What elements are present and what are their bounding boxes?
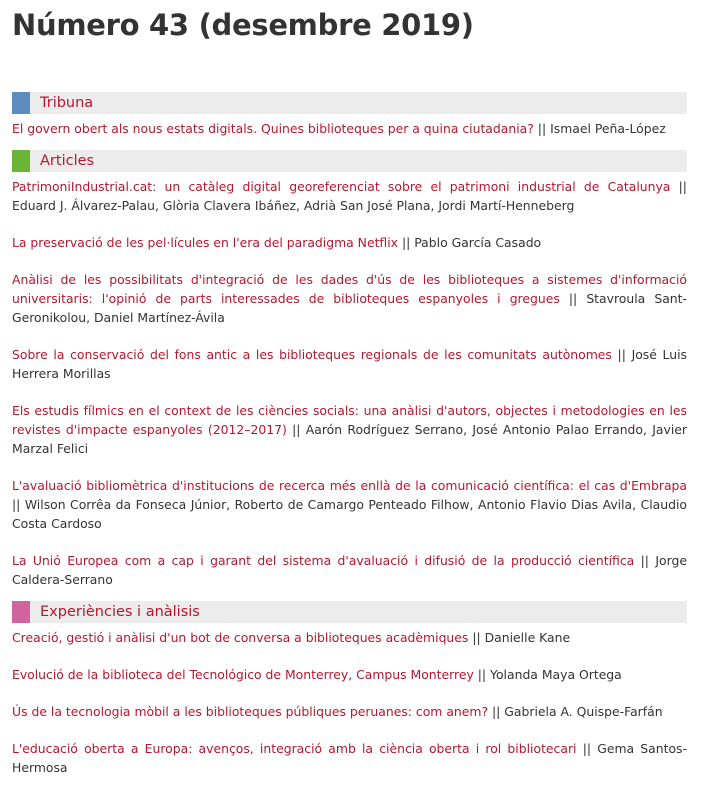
article-authors: Pablo García Casado [414, 235, 542, 250]
article-title-link[interactable]: La preservació de les pel·lícules en l'era del paradigma Netflix [12, 235, 399, 250]
article-title-link[interactable]: Ús de la tecnologia mòbil a les biblioteques públiques peruanes: com anem? [12, 704, 489, 719]
section-color-marker [12, 601, 30, 623]
article-authors: Danielle Kane [484, 630, 571, 645]
article-entry [12, 665, 687, 684]
article-title-link[interactable]: PatrimoniIndustrial.cat: un catàleg digital georeferenciat sobre el patrimoni industrial de Catalunya [12, 179, 671, 194]
separator: || [401, 235, 415, 250]
article-entry [12, 345, 687, 383]
article-authors: Stavroula Sant-Geronikolou, Daniel Martínez-Ávila [12, 291, 687, 325]
separator: || [492, 704, 505, 719]
separator: || [472, 630, 485, 645]
article-authors: Gema Santos-Hermosa [12, 741, 687, 775]
section-articles [12, 150, 687, 589]
article-authors: Gabriela A. Quispe-Farfán [504, 704, 663, 719]
article-title-link[interactable]: L'avaluació bibliomètrica d'institucions de recerca més enllà de la comunicació científica: el cas d'Embrapa [12, 478, 687, 493]
section-color-marker [12, 92, 30, 114]
article-entry [12, 551, 687, 589]
separator: || [12, 497, 25, 512]
article-entry [12, 270, 687, 327]
article-entry [12, 401, 687, 458]
article-authors: Aarón Rodríguez Serrano, José Antonio Palao Errando, Javier Marzal Felici [12, 422, 687, 456]
article-authors: José Luis Herrera Morillas [12, 347, 687, 381]
article-authors: Wilson Corrêa da Fonseca Júnior, Roberto de Camargo Penteado Filhow, Antonio Flavio Dias Avila, Claudio Costa Cardoso [12, 497, 687, 531]
article-entry [12, 177, 687, 215]
separator: || [617, 347, 632, 362]
article-authors: Yolanda Maya Ortega [490, 667, 622, 682]
article-authors: Ismael Peña-López [550, 121, 666, 136]
separator: || [640, 553, 656, 568]
section-tribuna [12, 92, 687, 138]
article-title-link[interactable]: Evolució de la biblioteca del Tecnológico de Monterrey, Campus Monterrey [12, 667, 474, 682]
separator: || [568, 291, 587, 306]
section-experiencies-analisis [12, 601, 687, 777]
article-authors: Eduard J. Álvarez-Palau, Glòria Clavera Ibáñez, Adrià San José Plana, Jordi Martí-Henneberg [12, 198, 575, 213]
article-title-link[interactable]: El govern obert als nous estats digitals. Quines biblioteques per a quina ciutadania? [12, 121, 534, 136]
separator: || [292, 422, 306, 437]
section-header [12, 601, 687, 623]
article-title-link[interactable]: Anàlisi de les possibilitats d'integració de les dades d'ús de les biblioteques a sistemes d'informació universitaris: l'opinió de parts interessades de biblioteques espanyoles i gregues [12, 272, 687, 306]
section-label: Experiències i anàlisis [40, 604, 200, 620]
article-title-link[interactable]: La Unió Europea com a cap i garant del sistema d'avaluació i difusió de la producció científica [12, 553, 635, 568]
article-entry [12, 476, 687, 533]
separator: || [477, 667, 491, 682]
section-label: Tribuna [40, 95, 94, 111]
section-header [12, 150, 687, 172]
article-entry [12, 702, 687, 721]
article-title-link[interactable]: Sobre la conservació del fons antic a les biblioteques regionals de les comunitats autònomes [12, 347, 612, 362]
separator: || [678, 179, 687, 194]
article-entry [12, 119, 687, 138]
article-entry [12, 628, 687, 647]
separator: || [537, 121, 551, 136]
article-title-link[interactable]: Creació, gestió i anàlisi d'un bot de conversa a biblioteques acadèmiques [12, 630, 469, 645]
section-label: Articles [40, 153, 95, 169]
article-entry [12, 233, 687, 252]
section-color-marker [12, 150, 30, 172]
section-header [12, 92, 687, 114]
article-title-link[interactable]: Els estudis fílmics en el context de les ciències socials: una anàlisi d'autors, objectes i metodologies en les revistes d'impacte espanyoles (2012–2017) [12, 403, 687, 437]
article-authors: Jorge Caldera-Serrano [12, 553, 687, 587]
separator: || [582, 741, 598, 756]
article-entry [12, 739, 687, 777]
page-title: Número 43 (desembre 2019) [12, 8, 474, 42]
article-title-link[interactable]: L'educació oberta a Europa: avenços, integració amb la ciència oberta i rol bibliotecari [12, 741, 577, 756]
